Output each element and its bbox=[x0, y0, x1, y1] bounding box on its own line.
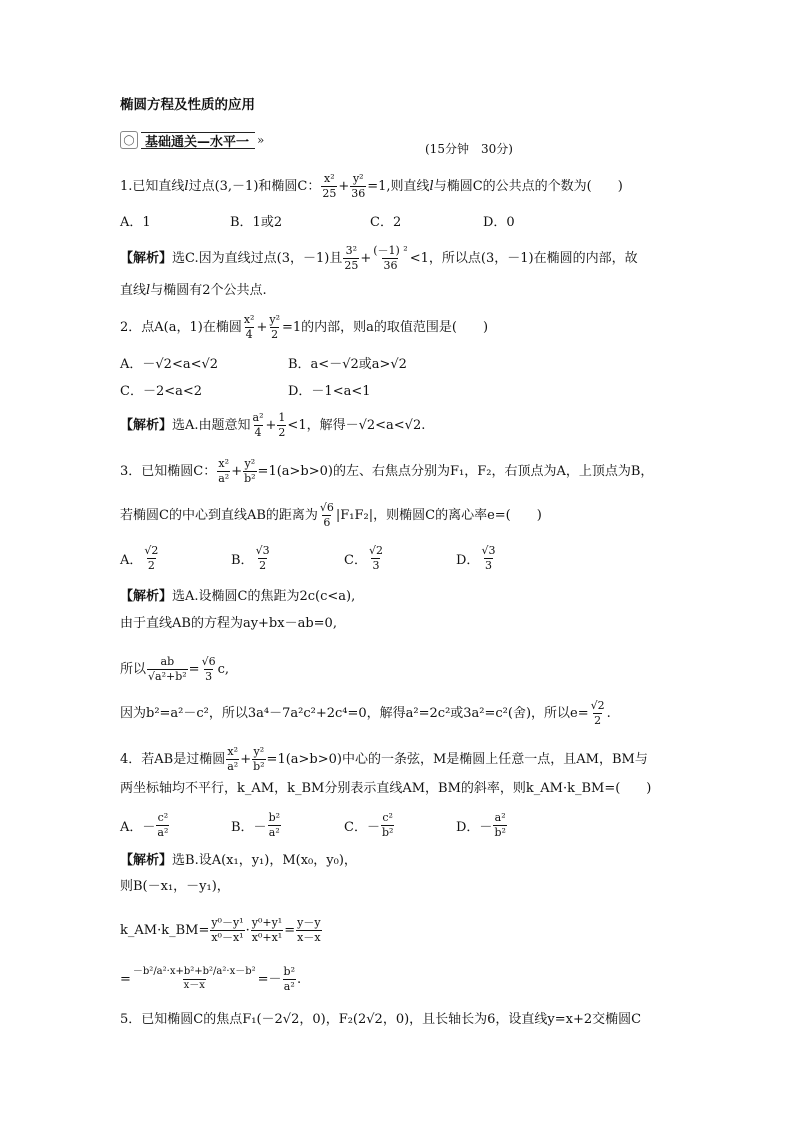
q3-analysis bbox=[120, 590, 355, 603]
den: a² bbox=[157, 825, 169, 839]
den: 4 bbox=[245, 327, 253, 341]
text: =1(a>b>0)中心的一条弦，M是椭圆上任意一点，且AM，BM与 bbox=[266, 751, 648, 767]
q2-option-a: A．－√2<a<√2 bbox=[120, 357, 219, 372]
fraction bbox=[372, 245, 409, 271]
num: 3² bbox=[345, 244, 358, 257]
num: y² bbox=[269, 313, 280, 326]
fraction bbox=[368, 545, 384, 571]
text: 过点(3,－1)和椭圆C： bbox=[188, 178, 321, 194]
analysis-tag: 【解析】 bbox=[120, 417, 173, 433]
text: =1的内部，则a的取值范围是( ) bbox=[281, 319, 489, 335]
q4-analysis bbox=[120, 854, 357, 867]
text: |F₁F₂|，则椭圆C的离心率e=( ) bbox=[335, 507, 542, 523]
den: 6 bbox=[323, 515, 331, 529]
den: a² bbox=[283, 979, 295, 993]
fraction bbox=[243, 314, 256, 340]
den: 2 bbox=[271, 327, 279, 341]
num: √2 bbox=[368, 544, 383, 557]
plus: + bbox=[231, 463, 243, 479]
fraction bbox=[226, 746, 239, 772]
fraction bbox=[210, 917, 244, 943]
den: a² bbox=[218, 471, 230, 485]
page-title: 椭圆方程及性质的应用 bbox=[120, 97, 255, 113]
den: a² bbox=[227, 759, 239, 773]
label: C． bbox=[344, 552, 367, 568]
num: y² bbox=[253, 745, 265, 758]
q3-stem bbox=[120, 458, 653, 484]
num: √3 bbox=[481, 544, 496, 557]
text: 3．已知椭圆C： bbox=[120, 463, 217, 479]
fraction bbox=[283, 966, 296, 992]
q1-analysis-cont bbox=[120, 284, 267, 297]
text: 直线 bbox=[120, 283, 147, 298]
q4-option-b bbox=[231, 812, 282, 838]
label: A． bbox=[120, 552, 143, 568]
q4-analysis-2: 则B(－x₁，－y₁)， bbox=[120, 879, 230, 894]
q2-analysis bbox=[120, 412, 425, 438]
fraction bbox=[268, 812, 281, 838]
q3-analysis-2: 由于直线AB的方程为ay+bx－ab=0, bbox=[120, 616, 337, 631]
fraction bbox=[343, 245, 359, 271]
den: 2 bbox=[594, 713, 602, 727]
den: b² bbox=[253, 759, 265, 773]
plus: + bbox=[360, 250, 372, 266]
fraction bbox=[277, 412, 286, 438]
q2-option-d: D．－1<a<1 bbox=[288, 384, 371, 399]
q3-option-a bbox=[120, 545, 160, 571]
num: y－y bbox=[297, 916, 321, 929]
num: c² bbox=[382, 811, 393, 824]
text: . bbox=[296, 971, 302, 987]
label: C．－ bbox=[344, 819, 380, 835]
time-info: (15分钟 30分) bbox=[425, 142, 513, 156]
fraction bbox=[350, 173, 366, 199]
plus: + bbox=[265, 417, 277, 433]
fraction bbox=[143, 545, 159, 571]
q4-option-a bbox=[120, 812, 170, 838]
num: (－1) ² bbox=[373, 244, 408, 257]
den: b² bbox=[494, 825, 506, 839]
den: 2 bbox=[147, 558, 155, 572]
den: 3 bbox=[205, 669, 213, 683]
q2-stem bbox=[120, 314, 488, 340]
equals: = bbox=[188, 661, 200, 677]
den: 36 bbox=[351, 186, 366, 200]
num: x² bbox=[227, 745, 239, 758]
num: ab bbox=[160, 655, 175, 668]
text: =1(a>b>0)的左、右焦点分别为F₁，F₂，右顶点为A，上顶点为B， bbox=[257, 463, 654, 479]
num: a² bbox=[252, 411, 264, 424]
num: √3 bbox=[255, 544, 270, 557]
fraction bbox=[252, 412, 265, 438]
q5-stem: 5．已知椭圆C的焦点F₁(－2√2，0)，F₂(2√2，0)，且长轴长为6，设直线y=x+2交椭圆C bbox=[120, 1012, 642, 1027]
fraction bbox=[381, 812, 394, 838]
analysis-tag: 【解析】 bbox=[120, 853, 173, 868]
label: B． bbox=[231, 552, 254, 568]
num: 1 bbox=[278, 411, 286, 424]
q2-option-c: C．－2<a<2 bbox=[120, 384, 203, 399]
den: x⁰－x¹ bbox=[211, 930, 244, 944]
plus: + bbox=[338, 178, 350, 194]
q4-option-d bbox=[456, 812, 508, 838]
banner-label: 基础通关—水平一 bbox=[141, 132, 255, 149]
q4-analysis-3 bbox=[120, 917, 323, 943]
plus: + bbox=[256, 319, 268, 335]
num: a² bbox=[494, 811, 506, 824]
num: √6 bbox=[201, 655, 216, 668]
var-l: l bbox=[429, 178, 434, 194]
text: 选B.设A(x₁，y₁)，M(x₀，y₀)， bbox=[172, 853, 357, 868]
text: <1，所以点(3，－1)在椭圆的内部，故 bbox=[409, 250, 638, 266]
den: 2 bbox=[259, 558, 267, 572]
fraction bbox=[493, 812, 506, 838]
text: k_AM·k_BM= bbox=[120, 922, 210, 938]
num: b² bbox=[283, 965, 295, 978]
q1-stem bbox=[120, 173, 623, 199]
label: D． bbox=[456, 552, 480, 568]
text: 若椭圆C的中心到直线AB的距离为 bbox=[120, 507, 318, 523]
den: x－x bbox=[183, 979, 205, 991]
fraction bbox=[296, 917, 321, 943]
text: =1,则直线 bbox=[367, 178, 430, 194]
fraction bbox=[156, 812, 169, 838]
q1-option-d: D．0 bbox=[483, 215, 515, 230]
var-l: l bbox=[146, 283, 151, 298]
q3-analysis-4 bbox=[120, 700, 611, 726]
q3-analysis-3 bbox=[120, 656, 229, 682]
equals: = bbox=[120, 971, 131, 987]
den: 2 bbox=[278, 425, 286, 439]
num: x² bbox=[243, 313, 255, 326]
num: y⁰－y¹ bbox=[211, 916, 244, 929]
den: a² bbox=[268, 825, 280, 839]
text: 4．若AB是过椭圆 bbox=[120, 751, 226, 767]
q3-option-d bbox=[456, 545, 497, 571]
fraction bbox=[251, 917, 283, 943]
label: D．－ bbox=[456, 819, 493, 835]
text: 与椭圆C的公共点的个数为( ) bbox=[433, 178, 623, 194]
q4-analysis-4 bbox=[120, 966, 301, 992]
fraction bbox=[252, 746, 265, 772]
fraction bbox=[319, 502, 335, 528]
fraction bbox=[480, 545, 496, 571]
text: <1，解得－√2<a<√2. bbox=[287, 417, 426, 433]
den: x－x bbox=[297, 930, 321, 944]
q1-analysis bbox=[120, 245, 638, 271]
analysis-tag: 【解析】 bbox=[120, 589, 173, 604]
dot: · bbox=[245, 922, 250, 938]
q4-stem-cont: 两坐标轴均不平行，k_AM，k_BM分别表示直线AM，BM的斜率，则k_AM·k_BM=( ) bbox=[120, 781, 652, 796]
fraction bbox=[147, 656, 188, 682]
num: y⁰+y¹ bbox=[251, 916, 283, 929]
text: 1.已知直线 bbox=[120, 178, 185, 194]
den: x⁰+x¹ bbox=[251, 930, 283, 944]
fraction bbox=[243, 458, 256, 484]
equals: = bbox=[284, 922, 296, 938]
fraction bbox=[255, 545, 271, 571]
text: 2．点A(a，1)在椭圆 bbox=[120, 319, 242, 335]
q1-option-b: B．1或2 bbox=[230, 215, 283, 230]
text: 所以 bbox=[120, 661, 147, 677]
label: A．－ bbox=[120, 819, 156, 835]
label: B．－ bbox=[231, 819, 267, 835]
fraction bbox=[201, 656, 217, 682]
den: b² bbox=[381, 825, 394, 839]
den: 3 bbox=[484, 558, 492, 572]
q4-stem bbox=[120, 746, 648, 772]
equals: =－ bbox=[257, 971, 282, 987]
text: c, bbox=[217, 661, 230, 677]
num: －b²/a²·x+b²+b²/a²·x－b² bbox=[132, 966, 256, 978]
den: 25 bbox=[344, 258, 359, 272]
lightbulb-icon: ◯ bbox=[120, 131, 138, 149]
num: y² bbox=[352, 172, 364, 185]
fraction bbox=[590, 700, 606, 726]
den: √a²+b² bbox=[148, 669, 187, 683]
num: √2 bbox=[590, 699, 605, 712]
num: x² bbox=[324, 172, 335, 185]
den: 25 bbox=[322, 186, 337, 200]
den: b² bbox=[244, 471, 256, 485]
num: √6 bbox=[319, 501, 334, 514]
text: 选A.由题意知 bbox=[172, 417, 251, 433]
text: 选A.设椭圆C的焦距为2c(c<a), bbox=[172, 589, 356, 604]
plus: + bbox=[240, 751, 252, 767]
num: c² bbox=[157, 811, 169, 824]
section-banner bbox=[120, 131, 290, 149]
num: √2 bbox=[144, 544, 159, 557]
text: 因为b²=a²－c²，所以3a⁴－7a²c²+2c⁴=0，解得a²=2c²或3a²=c²(舍)，所以e= bbox=[120, 705, 589, 721]
q1-option-a: A．1 bbox=[120, 215, 151, 230]
q3-option-b bbox=[231, 545, 272, 571]
q2-option-b: B．a<－√2或a>√2 bbox=[288, 357, 407, 372]
double-chevron-icon: » bbox=[257, 133, 265, 147]
num: x² bbox=[218, 457, 230, 470]
text: 选C.因为直线过点(3，－1)且 bbox=[172, 250, 343, 266]
fraction bbox=[132, 967, 257, 991]
num: b² bbox=[268, 811, 281, 824]
var-l: l bbox=[184, 178, 189, 194]
text: 与椭圆有2个公共点. bbox=[150, 283, 267, 298]
den: 36 bbox=[383, 258, 398, 272]
fraction bbox=[321, 173, 337, 199]
num: y² bbox=[244, 457, 256, 470]
text: . bbox=[606, 705, 611, 721]
q3-option-c bbox=[344, 545, 385, 571]
den: 3 bbox=[372, 558, 380, 572]
fraction bbox=[268, 314, 281, 340]
den: 4 bbox=[254, 425, 262, 439]
analysis-tag: 【解析】 bbox=[120, 250, 173, 266]
q1-option-c: C．2 bbox=[370, 215, 402, 230]
fraction bbox=[217, 458, 230, 484]
q3-stem-cont bbox=[120, 502, 542, 528]
q4-option-c bbox=[344, 812, 395, 838]
